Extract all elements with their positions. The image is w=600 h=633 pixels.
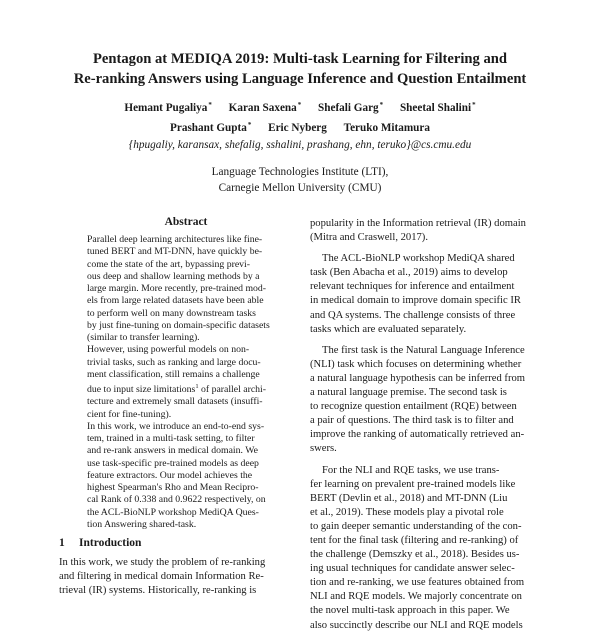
text-line: large margin. More recently, pre-trained mod- bbox=[87, 283, 267, 294]
text-line: trivial tasks, such as ranking and large docu- bbox=[87, 356, 261, 368]
abstract-body bbox=[87, 234, 285, 531]
text-line: BERT (Devlin et al., 2018) and MT-DNN (Liu bbox=[310, 492, 508, 504]
author-1: Hemant Pugaliya* bbox=[124, 101, 212, 114]
text-line: and filtering in medical domain Information Re- bbox=[59, 571, 264, 582]
author-6: Eric Nyberg bbox=[268, 122, 327, 134]
email-usernames: {hpugaliy, karansax, shefalig, sshalini, prashang, ehn, teruko} bbox=[128, 139, 411, 151]
section-title: Introduction bbox=[79, 537, 142, 549]
paragraph-gap bbox=[310, 337, 546, 344]
text-line: and re-rank answers in medical domain. We bbox=[87, 445, 258, 457]
text-line: trieval (IR) systems. Historically, re-ranking is bbox=[59, 585, 257, 596]
text-line: (Mitra and Craswell, 2017). bbox=[310, 232, 428, 244]
text-line: a natural language hypothesis can be inferred from bbox=[310, 372, 526, 384]
text-line: a pair of questions. The third task is to filter and bbox=[310, 415, 514, 427]
paragraph-gap bbox=[310, 457, 546, 464]
text-line: ment classification, still remains a challenge bbox=[87, 368, 260, 380]
author-line-2 bbox=[40, 117, 560, 137]
author-3: Shefali Garg* bbox=[318, 101, 384, 114]
text-line: tecture and extremely small datasets (insuffi- bbox=[87, 396, 263, 408]
text-line: cal Rank of 0.338 and 0.9622 respectively, on bbox=[87, 494, 266, 506]
right-column-body bbox=[310, 217, 546, 633]
paper-title bbox=[40, 49, 560, 89]
affiliation bbox=[40, 164, 560, 196]
text-line: (NLI) task which focuses on determining whether bbox=[310, 358, 522, 370]
text-line: fer learning on prevalent pre-trained models like bbox=[310, 478, 516, 490]
text-line-with-footnote: due to input size limitations$^1$ of parallel archi- bbox=[87, 383, 266, 395]
footnote-marker: 1 bbox=[195, 383, 199, 390]
abstract-paragraph-3 bbox=[87, 421, 285, 531]
author-7: Teruko Mitamura bbox=[343, 122, 430, 134]
introduction-body bbox=[59, 556, 295, 598]
text-line: In this work, we introduce an end-to-end sys- bbox=[87, 420, 265, 432]
text-line: tasks which are evaluated separately. bbox=[310, 323, 467, 335]
text-line: tent for the final task (filtering and re-ranking) of bbox=[310, 534, 519, 546]
text-line: ous deep and shallow learning methods by a bbox=[87, 270, 260, 282]
author-2: Karan Saxena* bbox=[228, 101, 302, 114]
author-list bbox=[40, 97, 560, 137]
text-line: also succinctly describe our NLI and RQE models bbox=[310, 619, 523, 631]
text-line: ing usual techniques for candidate answer selec- bbox=[310, 563, 515, 575]
author-4: Sheetal Shalini* bbox=[399, 101, 476, 114]
text-line: Parallel deep learning architectures like fine- bbox=[87, 234, 263, 245]
text-line: the challenge (Demszky et al., 2018). Besides us- bbox=[310, 549, 520, 561]
text-line: in medical domain to improve domain specific IR bbox=[310, 295, 521, 307]
text-line: The first task is the Natural Language Inference bbox=[322, 344, 525, 356]
affiliation-line-1: Language Technologies Institute (LTI), bbox=[211, 166, 389, 178]
paragraph-gap bbox=[310, 245, 546, 252]
text-line: tem, trained in a multi-task setting, to filter bbox=[87, 433, 255, 444]
author-emails bbox=[40, 137, 560, 153]
author-line-1 bbox=[40, 97, 560, 117]
text-line: come the state of the art, bypassing previ- bbox=[87, 258, 250, 270]
text-line: a natural language premise. The second task is bbox=[310, 387, 507, 399]
author-5: Prashant Gupta* bbox=[170, 121, 252, 134]
text-line: use task-specific pre-trained models as deep bbox=[87, 457, 259, 469]
text-line: swers. bbox=[310, 443, 337, 455]
text-line: the novel multi-task approach in this paper. We bbox=[310, 605, 510, 617]
title-line-2: Re-ranking Answers using Language Inference and Question Entailment bbox=[73, 71, 527, 87]
text-line: tion Answering shared-task. bbox=[87, 518, 197, 530]
email-domain: @cs.cmu.edu bbox=[410, 139, 472, 151]
text-line: popularity in the Information retrieval (IR) domain bbox=[310, 218, 526, 229]
abstract-paragraph-2 bbox=[87, 344, 285, 421]
text-line: For the NLI and RQE tasks, we use trans- bbox=[322, 464, 500, 476]
text-line: relevant techniques for inference and entailment bbox=[310, 281, 515, 293]
text-line: by just fine-tuning on domain-specific datasets bbox=[87, 319, 270, 331]
abstract-paragraph-1 bbox=[87, 234, 285, 344]
text-line: to recognize question entailment (RQE) between bbox=[310, 401, 517, 413]
text-line: et al., 2019). These models play a pivotal role bbox=[310, 506, 504, 518]
text-line: task (Ben Abacha et al., 2019) aims to develop bbox=[310, 267, 508, 279]
title-line-1: Pentagon at MEDIQA 2019: Multi-task Learning for Filtering and bbox=[92, 51, 508, 67]
section-number: 1 bbox=[59, 537, 65, 549]
text-line: the ACL-BioNLP workshop MediQA Ques- bbox=[87, 506, 259, 518]
text-line: cient for fine-tuning). bbox=[87, 408, 172, 420]
text-line: and QA systems. The challenge consists of three bbox=[310, 309, 516, 321]
text-line: els from large related datasets have been able bbox=[87, 295, 264, 307]
text-line: highest Spearman's Rho and Mean Recipro- bbox=[87, 482, 259, 493]
text-line: to gain deeper semantic understanding of the con- bbox=[310, 520, 522, 532]
abstract-heading: Abstract bbox=[164, 216, 208, 228]
text-line: The ACL-BioNLP workshop MediQA shared bbox=[322, 253, 515, 265]
section-heading-introduction bbox=[59, 535, 141, 551]
text-line: (similar to transfer learning). bbox=[87, 332, 200, 343]
text-line: NLI and RQE models. We majorly concentrate on bbox=[310, 591, 522, 603]
text-line: to perform well on many downstream tasks bbox=[87, 307, 256, 319]
text-line: However, using powerful models on non- bbox=[87, 344, 250, 356]
affiliation-line-2: Carnegie Mellon University (CMU) bbox=[218, 182, 382, 194]
text-line: improve the ranking of automatically retrieved an- bbox=[310, 429, 525, 441]
text-line: tuned BERT and MT-DNN, have quickly be- bbox=[87, 246, 263, 258]
text-line: In this work, we study the problem of re-ranking bbox=[59, 557, 266, 568]
text-line: feature extractors. Our model achieves the bbox=[87, 469, 253, 481]
text-line: tion and re-ranking, we use features obtained from bbox=[310, 577, 525, 589]
